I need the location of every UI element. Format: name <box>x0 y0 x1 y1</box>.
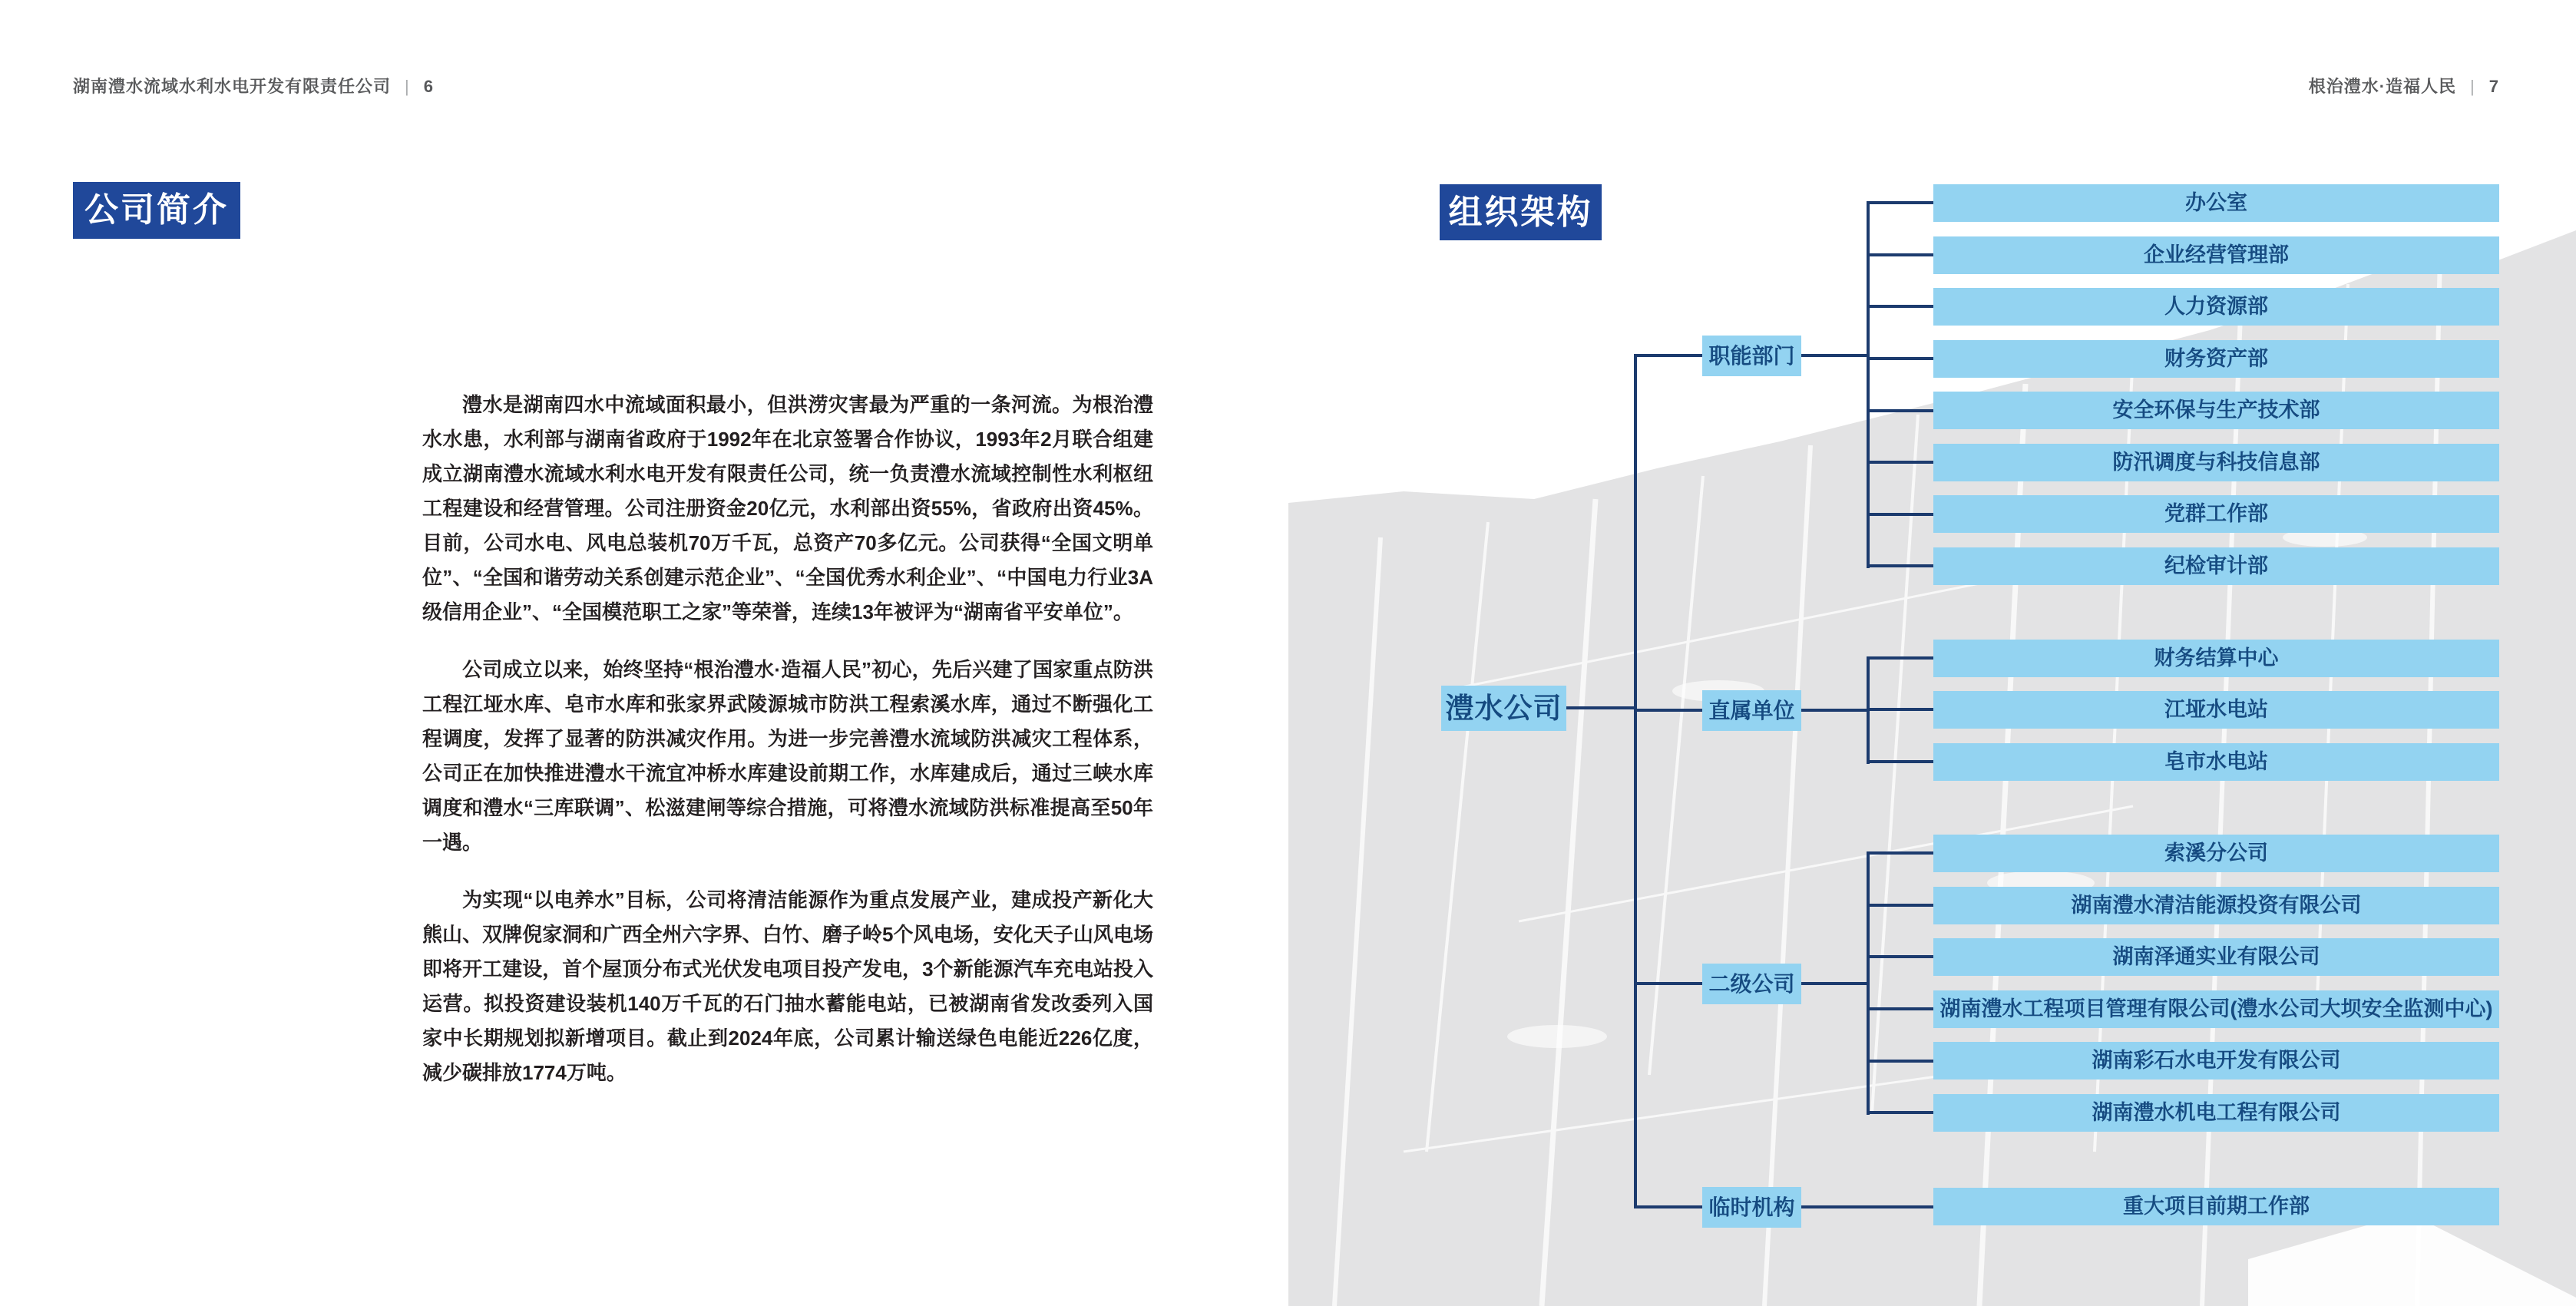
org-box-human-resources: 人力资源部 <box>1933 288 2499 326</box>
connector-line <box>1801 982 1870 985</box>
header-divider: | <box>405 77 410 96</box>
section-title-org-structure: 组织架构 <box>1440 184 1602 240</box>
connector-line <box>1801 354 1870 357</box>
connector-bracket-line <box>1867 851 1870 1115</box>
connector-line <box>1868 1007 1933 1010</box>
org-box-major-project-preliminary-dept: 重大项目前期工作部 <box>1933 1188 2499 1225</box>
connector-line <box>1868 461 1933 464</box>
connector-line <box>1868 904 1933 907</box>
org-box-mechanical-electrical-co: 湖南澧水机电工程有限公司 <box>1933 1094 2499 1132</box>
left-page-number: 6 <box>423 77 434 96</box>
connector-line <box>1868 357 1933 360</box>
org-group-secondary-companies: 二级公司 <box>1702 964 1801 1004</box>
org-group-direct-units: 直属单位 <box>1702 690 1801 731</box>
connector-line <box>1868 409 1933 412</box>
org-box-caishi-hydropower-co: 湖南彩石水电开发有限公司 <box>1933 1042 2499 1080</box>
connector-line <box>1801 1205 1933 1208</box>
org-box-discipline-audit: 纪检审计部 <box>1933 547 2499 585</box>
connector-line <box>1868 708 1933 711</box>
connector-line <box>1801 709 1870 712</box>
company-name: 湖南澧水流域水利水电开发有限责任公司 <box>73 77 392 96</box>
org-group-temporary-bodies: 临时机构 <box>1702 1187 1801 1228</box>
connector-trunk-line <box>1634 354 1637 1208</box>
company-profile-text <box>422 388 1153 1113</box>
profile-paragraph-1: 澧水是湖南四水中流域面积最小，但洪涝灾害最为严重的一条河流。为根治澧水水患，水利部与湖南省政府于1992年在北京签署合作协议，1993年2月联合组建成立湖南澧水流域水利水电开发有限责任公司，统一负责澧水流域控制性水利枢纽工程建设和经营管理。公司注册资金20亿元，水利部出资55%，省政府出资45%。目前，公司水电、风电总装机70万千瓦，总资产70多亿元。公司获得“全国文明单位”、“全国和谐劳动关系创建示范企业”、“全国优秀水利企业”、“中国电力行业3A级信用企业”、“全国模范职工之家”等荣誉，连续13年被评为“湖南省平安单位”。 <box>422 393 1153 623</box>
org-box-party-mass-work: 党群工作部 <box>1933 495 2499 533</box>
connector-line <box>1868 201 1933 204</box>
profile-paragraph-3: 为实现“以电养水”目标，公司将清洁能源作为重点发展产业，建成投产新化大熊山、双牌倪家洞和广西全州六字界、白竹、磨子岭5个风电场，安化天子山风电场即将开工建设，首个屋顶分布式光伏发电项目投产发电，3个新能源汽车充电站投入运营。拟投资建设装机140万千瓦的石门抽水蓄能电站，已被湖南省发改委列入国家中长期规划拟新增项目。截止到2024年底，公司累计输送绿色电能近226亿度，减少碳排放1774万吨。 <box>422 888 1153 1084</box>
org-box-flood-dispatch-tech-info: 防汛调度与科技信息部 <box>1933 444 2499 481</box>
section-title-company-profile: 公司简介 <box>73 182 240 239</box>
connector-line <box>1868 305 1933 308</box>
header-divider: | <box>2470 77 2475 96</box>
connector-line <box>1868 656 1933 660</box>
connector-line <box>1868 1060 1933 1063</box>
profile-paragraph-2: 公司成立以来，始终坚持“根治澧水·造福人民”初心，先后兴建了国家重点防洪工程江垭水库、皂市水库和张家界武陵源城市防洪工程索溪水库，通过不断强化工程调度，发挥了显著的防洪减灾作用。为进一步完善澧水流域防洪减灾工程体系，公司正在加快推进澧水干流宜冲桥水库建设前期工作，水库建成后，通过三峡水库调度和澧水“三库联调”、松滋建闸等综合措施，可将澧水流域防洪标准提高至50年一遇。 <box>422 658 1153 854</box>
connector-line <box>1635 354 1702 357</box>
connector-line <box>1868 955 1933 958</box>
org-box-zaoshi-hydropower-station: 皂市水电站 <box>1933 743 2499 781</box>
connector-line <box>1635 982 1702 985</box>
org-group-functional-departments: 职能部门 <box>1702 336 1801 376</box>
connector-line <box>1868 253 1933 256</box>
org-box-finance-assets: 财务资产部 <box>1933 340 2499 378</box>
org-box-project-management-co: 湖南澧水工程项目管理有限公司(澧水公司大坝安全监测中心) <box>1933 990 2499 1028</box>
connector-line <box>1868 1111 1933 1114</box>
org-box-zetong-industrial-co: 湖南泽通实业有限公司 <box>1933 938 2499 976</box>
right-page-number: 7 <box>2488 77 2499 96</box>
connector-line <box>1868 760 1933 763</box>
org-box-jiangya-hydropower-station: 江垭水电站 <box>1933 691 2499 729</box>
connector-line <box>1635 709 1702 712</box>
connector-line <box>1635 1205 1702 1208</box>
connector-line <box>1566 706 1635 709</box>
org-box-business-management: 企业经营管理部 <box>1933 236 2499 274</box>
org-box-suoxi-branch: 索溪分公司 <box>1933 835 2499 872</box>
connector-line <box>1868 513 1933 516</box>
slogan-text: 根治澧水·造福人民 <box>2308 77 2457 96</box>
connector-line <box>1868 851 1933 855</box>
org-root-lishui-company: 澧水公司 <box>1441 686 1566 731</box>
left-page-header <box>73 74 434 98</box>
org-box-financial-settlement-center: 财务结算中心 <box>1933 640 2499 677</box>
org-box-general-office: 办公室 <box>1933 184 2499 222</box>
connector-line <box>1868 564 1933 567</box>
org-box-clean-energy-investment-co: 湖南澧水清洁能源投资有限公司 <box>1933 887 2499 924</box>
right-page-header <box>2309 74 2499 98</box>
org-box-safety-environment-production: 安全环保与生产技术部 <box>1933 392 2499 429</box>
